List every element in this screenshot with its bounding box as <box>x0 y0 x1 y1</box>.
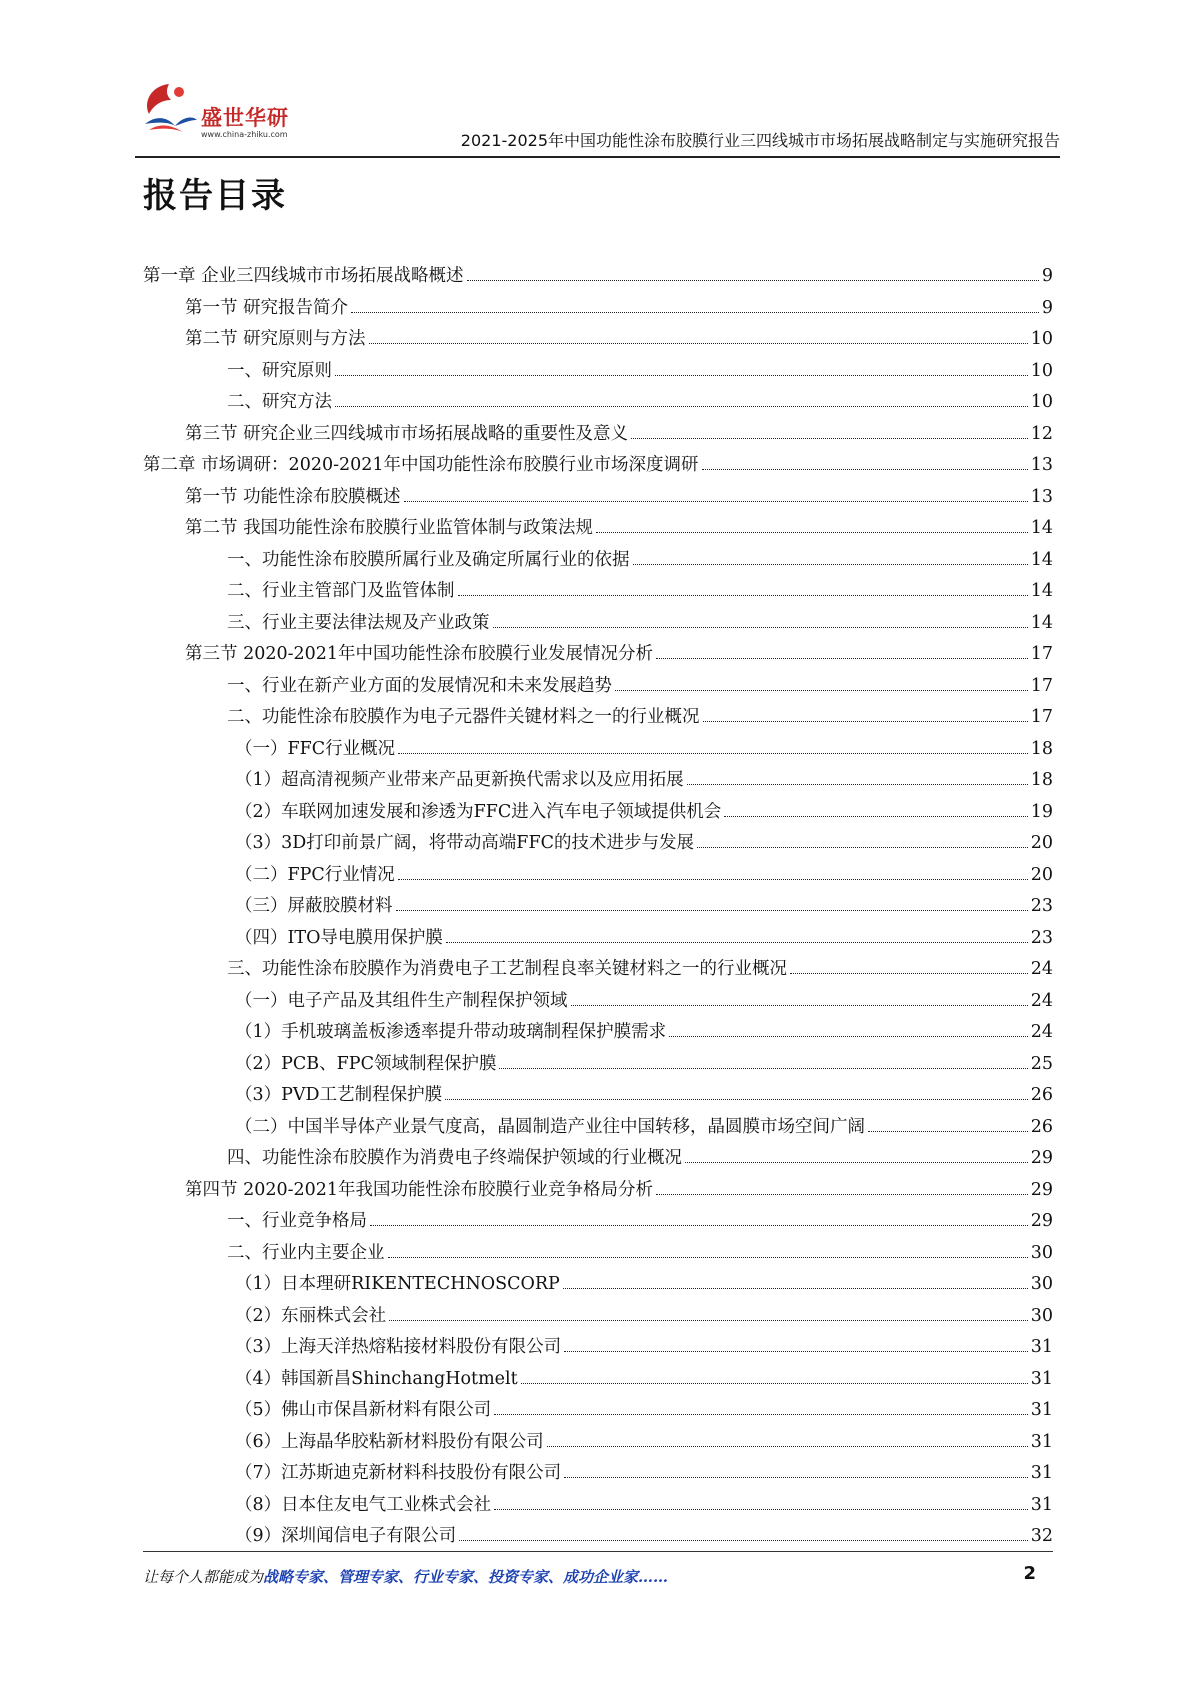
toc-entry-label: 第三节 研究企业三四线城市市场拓展战略的重要性及意义 <box>185 423 629 444</box>
toc-entry-label: （5）佛山市保昌新材料有限公司 <box>235 1400 492 1420</box>
toc-entry-label: （1）超高清视频产业带来产品更新换代需求以及应用拓展 <box>235 770 684 790</box>
toc-entry[interactable] <box>143 1365 1053 1397</box>
toc-entry-label: 第三节 2020-2021年中国功能性涂布胶膜行业发展情况分析 <box>185 644 654 664</box>
toc-entry[interactable] <box>143 1018 1053 1050</box>
toc-entry[interactable] <box>143 798 1053 830</box>
toc-entry-page: 17 <box>1030 707 1053 727</box>
toc-dot-leader <box>564 1351 1028 1352</box>
toc-entry[interactable] <box>143 1081 1053 1113</box>
toc-entry-label: （3）上海天洋热熔粘接材料股份有限公司 <box>235 1337 562 1357</box>
toc-entry[interactable] <box>143 1270 1053 1302</box>
toc-entry-label: （8）日本住友电气工业株式会社 <box>235 1494 492 1515</box>
footer-rule <box>143 1551 1053 1552</box>
toc-entry[interactable] <box>143 546 1053 578</box>
toc-entry[interactable] <box>143 388 1053 420</box>
toc-entry[interactable] <box>143 294 1053 326</box>
toc-entry-page: 23 <box>1030 896 1053 916</box>
toc-entry[interactable] <box>143 861 1053 893</box>
toc-dot-leader <box>398 753 1028 754</box>
toc-entry-page: 24 <box>1030 990 1053 1011</box>
toc-dot-leader <box>499 1068 1027 1069</box>
toc-dot-leader <box>687 784 1028 785</box>
toc-entry-label: 第一节 功能性涂布胶膜概述 <box>185 486 401 507</box>
toc-dot-leader <box>404 501 1028 502</box>
toc-entry-label: 一、功能性涂布胶膜所属行业及确定所属行业的依据 <box>227 549 630 570</box>
toc-entry-label: 第四节 2020-2021年我国功能性涂布胶膜行业竞争格局分析 <box>185 1179 654 1200</box>
toc-entry[interactable] <box>143 577 1053 609</box>
toc-dot-leader <box>656 1194 1028 1195</box>
toc-dot-leader <box>656 658 1028 659</box>
toc-dot-leader <box>615 690 1028 691</box>
toc-entry-page: 14 <box>1030 518 1053 538</box>
toc-dot-leader <box>790 973 1028 974</box>
toc-dot-leader <box>335 406 1028 407</box>
footer-slogan <box>143 1566 668 1587</box>
toc-dot-leader <box>445 1099 1028 1100</box>
toc-entry[interactable] <box>143 1396 1053 1428</box>
toc-entry[interactable] <box>143 640 1053 672</box>
toc-entry-label: （三）屏蔽胶膜材料 <box>235 896 393 916</box>
toc-dot-leader <box>702 469 1028 470</box>
toc-dot-leader <box>563 1288 1028 1289</box>
toc-entry-page: 31 <box>1030 1431 1053 1452</box>
toc-entry-page: 14 <box>1030 549 1053 570</box>
toc-entry[interactable] <box>143 1144 1053 1176</box>
toc-entry[interactable] <box>143 955 1053 987</box>
toc-entry-label: （6）上海晶华胶粘新材料股份有限公司 <box>235 1431 544 1452</box>
toc-entry-label: （3）PVD工艺制程保护膜 <box>235 1085 443 1105</box>
toc-entry-page: 31 <box>1030 1463 1053 1483</box>
toc-entry[interactable] <box>143 766 1053 798</box>
toc-entry[interactable] <box>143 1302 1053 1334</box>
toc-entry-label: 一、行业竞争格局 <box>227 1211 367 1231</box>
toc-entry-page: 13 <box>1030 486 1053 507</box>
toc-entry[interactable] <box>143 1491 1053 1523</box>
toc-entry[interactable] <box>143 609 1053 641</box>
toc-entry[interactable] <box>143 735 1053 767</box>
toc-dot-leader <box>685 1162 1028 1163</box>
toc-entry-page: 31 <box>1030 1337 1053 1357</box>
toc-dot-leader <box>868 1131 1028 1132</box>
toc-dot-leader <box>493 627 1028 628</box>
toc-dot-leader <box>467 280 1039 281</box>
toc-dot-leader <box>724 816 1027 817</box>
toc-entry[interactable] <box>143 987 1053 1019</box>
toc-entry-page: 23 <box>1030 927 1053 948</box>
toc-dot-leader <box>596 532 1028 533</box>
toc-dot-leader <box>564 1477 1028 1478</box>
header-rule <box>135 156 1060 158</box>
toc-dot-leader <box>633 564 1028 565</box>
toc-entry-page: 17 <box>1030 644 1053 664</box>
toc-entry[interactable] <box>143 1113 1053 1145</box>
toc-dot-leader <box>396 910 1028 911</box>
toc-entry-page: 26 <box>1030 1116 1053 1137</box>
toc-entry-page: 10 <box>1030 329 1053 349</box>
toc-entry[interactable] <box>143 420 1053 452</box>
toc-entry-label: 第二章 市场调研：2020-2021年中国功能性涂布胶膜行业市场深度调研 <box>143 455 699 475</box>
toc-dot-leader <box>351 312 1039 313</box>
toc-entry[interactable] <box>143 924 1053 956</box>
toc-entry-label: 三、功能性涂布胶膜作为消费电子工艺制程良率关键材料之一的行业概况 <box>227 959 787 979</box>
toc-entry-label: 第一节 研究报告简介 <box>185 297 349 318</box>
toc-entry-label: （9）深圳闻信电子有限公司 <box>235 1526 457 1546</box>
toc-entry-page: 26 <box>1030 1085 1053 1105</box>
toc-entry-page: 20 <box>1030 833 1053 853</box>
toc-entry[interactable] <box>143 829 1053 861</box>
logo-mark-icon <box>139 80 199 142</box>
toc-entry-label: （2）车联网加速发展和渗透为FFC进入汽车电子领域提供机会 <box>235 801 722 822</box>
toc-entry[interactable] <box>143 892 1053 924</box>
toc-entry-label: （一）电子产品及其组件生产制程保护领域 <box>235 990 568 1011</box>
toc-dot-leader <box>697 847 1028 848</box>
toc-entry-label: （二）FPC行业情况 <box>235 864 395 885</box>
toc-entry-label: （1）手机玻璃盖板渗透率提升带动玻璃制程保护膜需求 <box>235 1022 667 1042</box>
toc-entry-label: 二、行业内主要企业 <box>227 1242 385 1263</box>
toc-dot-leader <box>388 1257 1028 1258</box>
toc-entry[interactable] <box>143 262 1053 294</box>
toc-entry-page: 9 <box>1041 266 1053 286</box>
logo-name: 盛世华研 <box>201 106 289 130</box>
page-number: 2 <box>1023 1563 1036 1584</box>
toc-dot-leader <box>494 1509 1028 1510</box>
toc-entry[interactable] <box>143 1333 1053 1365</box>
toc-entry-page: 30 <box>1030 1274 1053 1294</box>
toc-entry[interactable] <box>143 1459 1053 1491</box>
toc-entry[interactable] <box>143 1207 1053 1239</box>
toc-entry-page: 30 <box>1030 1305 1053 1326</box>
toc-entry[interactable] <box>143 1522 1053 1554</box>
toc-dot-leader <box>494 1414 1028 1415</box>
toc-dot-leader <box>335 375 1028 376</box>
toc-entry-page: 24 <box>1030 1022 1053 1042</box>
toc-entry-label: 四、功能性涂布胶膜作为消费电子终端保护领域的行业概况 <box>227 1148 682 1168</box>
table-of-contents <box>143 262 1053 1554</box>
toc-entry[interactable] <box>143 1176 1053 1208</box>
toc-entry[interactable] <box>143 1428 1053 1460</box>
toc-dot-leader <box>521 1383 1028 1384</box>
toc-dot-leader <box>370 1225 1028 1226</box>
toc-entry-label: 二、功能性涂布胶膜作为电子元器件关键材料之一的行业概况 <box>227 707 700 727</box>
toc-entry-label: 第二节 研究原则与方法 <box>185 329 366 349</box>
toc-dot-leader <box>547 1446 1028 1447</box>
toc-entry-page: 13 <box>1030 455 1053 475</box>
report-title: 2021-2025年中国功能性涂布胶膜行业三四线城市市场拓展战略制定与实施研究报告 <box>460 131 1060 150</box>
page-title: 报告目录 <box>143 176 287 216</box>
toc-entry-label: （一）FFC行业概况 <box>235 738 396 759</box>
toc-entry-label: （二）中国半导体产业景气度高，晶圆制造产业往中国转移，晶圆膜市场空间广阔 <box>235 1116 865 1137</box>
toc-entry-page: 17 <box>1030 675 1053 696</box>
toc-entry-label: 第一章 企业三四线城市市场拓展战略概述 <box>143 266 464 286</box>
toc-entry-label: （2）PCB、FPC领域制程保护膜 <box>235 1053 497 1074</box>
toc-entry-page: 18 <box>1030 738 1053 759</box>
toc-entry-page: 20 <box>1030 864 1053 885</box>
toc-entry-label: 二、研究方法 <box>227 392 332 412</box>
toc-entry-label: （7）江苏斯迪克新材料科技股份有限公司 <box>235 1463 562 1483</box>
toc-entry-page: 29 <box>1030 1179 1053 1200</box>
toc-entry-page: 25 <box>1030 1053 1053 1074</box>
toc-entry-page: 29 <box>1030 1211 1053 1231</box>
toc-entry-page: 31 <box>1030 1368 1053 1389</box>
toc-dot-leader <box>459 1540 1028 1541</box>
toc-entry-page: 18 <box>1030 770 1053 790</box>
toc-entry-page: 10 <box>1030 392 1053 412</box>
toc-entry[interactable] <box>143 672 1053 704</box>
toc-entry-page: 24 <box>1030 959 1053 979</box>
toc-dot-leader <box>631 438 1028 439</box>
toc-entry-page: 14 <box>1030 612 1053 633</box>
toc-entry-label: 二、行业主管部门及监管体制 <box>227 581 455 601</box>
toc-dot-leader <box>398 879 1028 880</box>
toc-entry-page: 31 <box>1030 1494 1053 1515</box>
toc-entry-label: 三、行业主要法律法规及产业政策 <box>227 612 490 633</box>
toc-entry-label: （1）日本理研RIKENTECHNOSCORP <box>235 1274 560 1294</box>
footer-slogan-highlight: 战略专家、管理专家、行业专家、投资专家、成功企业家…… <box>263 1568 669 1586</box>
toc-dot-leader <box>369 343 1028 344</box>
toc-entry-page: 12 <box>1030 423 1053 444</box>
toc-dot-leader <box>703 721 1028 722</box>
toc-entry-page: 31 <box>1030 1400 1053 1420</box>
toc-entry-label: （4）韩国新昌ShinchangHotmelt <box>235 1368 518 1389</box>
toc-entry-label: 一、研究原则 <box>227 360 332 381</box>
toc-entry-label: 第二节 我国功能性涂布胶膜行业监管体制与政策法规 <box>185 518 594 538</box>
toc-dot-leader <box>446 942 1028 943</box>
toc-entry[interactable] <box>143 514 1053 546</box>
toc-entry-label: 一、行业在新产业方面的发展情况和未来发展趋势 <box>227 675 612 696</box>
toc-dot-leader <box>571 1005 1028 1006</box>
toc-entry-page: 10 <box>1030 360 1053 381</box>
toc-dot-leader <box>458 595 1028 596</box>
toc-entry-page: 19 <box>1030 801 1053 822</box>
toc-entry[interactable] <box>143 325 1053 357</box>
toc-entry-label: （2）东丽株式会社 <box>235 1305 387 1326</box>
toc-entry-label: （四）ITO导电膜用保护膜 <box>235 927 443 948</box>
toc-entry[interactable] <box>143 1050 1053 1082</box>
toc-entry[interactable] <box>143 357 1053 389</box>
toc-entry-page: 32 <box>1030 1526 1053 1546</box>
logo-url: www.china-zhiku.com <box>201 130 288 139</box>
toc-entry[interactable] <box>143 483 1053 515</box>
toc-entry[interactable] <box>143 451 1053 483</box>
toc-entry-label: （3）3D打印前景广阔，将带动高端FFC的技术进步与发展 <box>235 833 694 853</box>
toc-entry[interactable] <box>143 1239 1053 1271</box>
page-header <box>135 80 1060 158</box>
toc-entry-page: 14 <box>1030 581 1053 601</box>
toc-dot-leader <box>669 1036 1028 1037</box>
toc-entry-page: 30 <box>1030 1242 1053 1263</box>
toc-entry-page: 9 <box>1041 297 1053 318</box>
company-logo <box>139 80 329 150</box>
footer-slogan-prefix: 让每个人都能成为 <box>143 1568 264 1586</box>
toc-dot-leader <box>389 1320 1028 1321</box>
toc-entry[interactable] <box>143 703 1053 735</box>
toc-entry-page: 29 <box>1030 1148 1053 1168</box>
